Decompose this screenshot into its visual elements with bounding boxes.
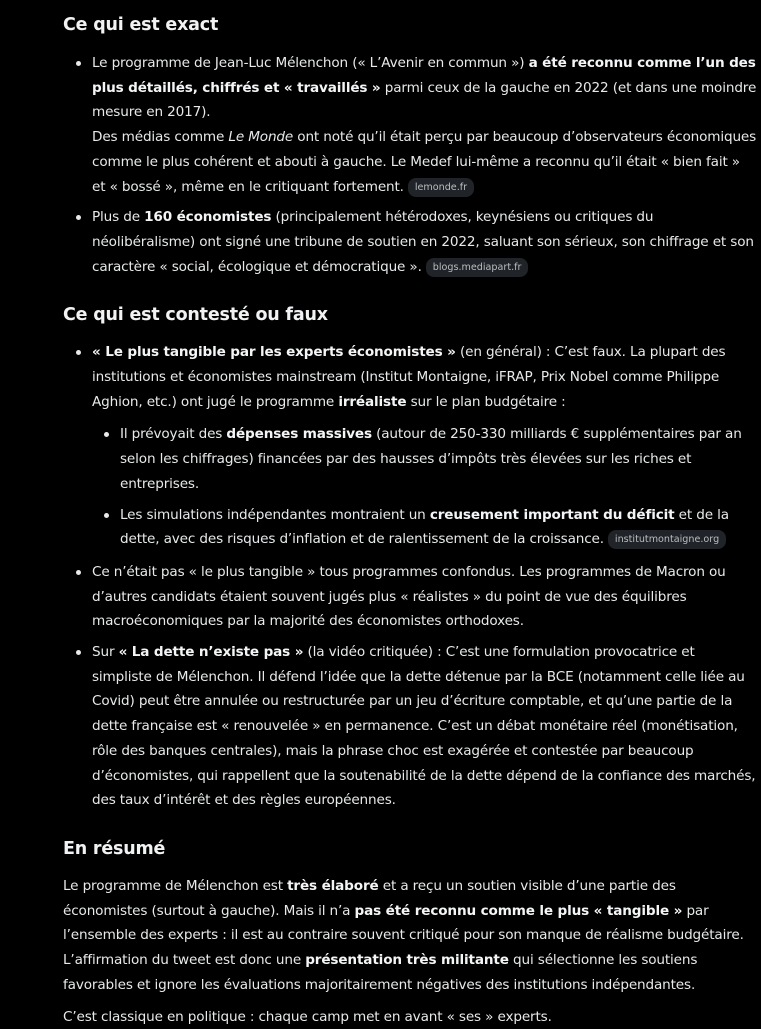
section-title-summary: En résumé [63,836,757,862]
text: Le programme de Jean-Luc Mélenchon (« L’Avenir en commun ») [92,55,524,71]
list-item [63,205,757,279]
bold-text: dépenses massives [226,426,372,442]
text: parmi ceux de la gauche en 2022 (et dans une moindre mesure en 2017). [92,80,756,121]
text: Il prévoyait des [120,426,222,442]
text: par l’ensemble des experts : il est au contraire souvent critiqué pour son manque de réalisme budgétaire. L’affirmation du tweet est donc une [63,903,744,968]
bold-text: irréaliste [338,394,406,410]
bold-text: a été reconnu comme l’un des plus détaillés, chiffrés et « travaillés » [92,55,756,96]
bold-text: présentation très militante [305,952,509,968]
list-item [63,640,757,813]
bold-text: 160 économistes [144,209,271,225]
bold-text: pas été reconnu comme le plus « tangible » [355,903,683,919]
list-item [63,51,757,199]
text: Sur [92,644,114,660]
italic-text: Le Monde [228,129,293,145]
contested-list [63,340,757,813]
sub-list-item [92,422,757,496]
bold-text: « Le plus tangible par les experts économistes » [92,344,456,360]
text: (autour de 250-330 milliards € supplémentaires par an selon les chiffrages) financées par des hausses d’impôts très élevées sur les riches et entreprises. [120,426,742,491]
bold-text: « La dette n’existe pas » [119,644,304,660]
text: et de la dette, avec des risques d’inflation et de ralentissement de la croissance. [120,507,729,548]
summary-paragraph [63,874,757,998]
exact-list [63,51,757,279]
list-item [63,340,757,552]
section-title-contested: Ce qui est contesté ou faux [63,302,757,328]
source-chip-institutmontaigne[interactable]: institutmontaigne.org [608,530,726,549]
text: ont noté qu’il était perçu par beaucoup d’observateurs économiques comme le plus cohérent et abouti à gauche. Le Medef lui-même a reconnu qu’il était « bien fait » et « bossé », même en le critiquant fortement. [92,129,756,194]
sub-list-item [92,503,757,552]
text: Plus de [92,209,140,225]
text: sur le plan budgétaire : [411,394,566,410]
text: et a reçu un soutien visible d’une partie des économistes (surtout à gauche). Mais il n’a [63,878,676,919]
text: Des médias comme [92,129,224,145]
text: (principalement hétérodoxes, keynésiens ou critiques du néolibéralisme) ont signé une tribune de soutien en 2022, saluant son sérieux, son chiffrage et son caractère « social, écologique et démocratique ». [92,209,754,274]
source-chip-lemonde[interactable]: lemonde.fr [408,178,474,197]
response-content [63,12,757,1029]
source-chip-mediapart[interactable]: blogs.mediapart.fr [426,258,529,277]
list-item [63,560,757,634]
text: (la vidéo critiquée) : C’est une formulation provocatrice et simpliste de Mélenchon. Il défend l’idée que la dette détenue par la BCE (notamment celle liée au Covid) peut être annulée ou restructurée par un jeu d’écriture comptable, et qu’une partie de la dette française est « renouvelée » en permanence. C’est un débat monétaire réel (monétisation, rôle des banques centrales), mais la phrase choc est exagérée et contestée par beaucoup d’économistes, qui rappellent que la soutenabilité de la dette dépend de la confiance des marchés, des taux d’intérêt et des règles européennes. [92,644,755,808]
text: qui sélectionne les soutiens favorables et ignore les évaluations majoritairement négatives des institutions indépendantes. [63,952,697,993]
section-title-exact: Ce qui est exact [63,12,757,38]
text: Le programme de Mélenchon est [63,878,283,894]
sub-list [92,422,757,552]
text: (en général) : C’est faux. La plupart des institutions et économistes mainstream (Institut Montaigne, iFRAP, Prix Nobel comme Philippe Aghion, etc.) ont jugé le programme [92,344,725,409]
summary-closing: C’est classique en politique : chaque camp met en avant « ses » experts. [63,1005,757,1029]
text: Ce n’était pas « le plus tangible » tous programmes confondus. Les programmes de Macron ou d’autres candidats étaient souvent jugés plus « réalistes » du point de vue des équilibres macroéconomiques par la majorité des économistes orthodoxes. [92,564,726,629]
bold-text: creusement important du déficit [430,507,675,523]
bold-text: très élaboré [287,878,379,894]
text: Les simulations indépendantes montraient un [120,507,426,523]
